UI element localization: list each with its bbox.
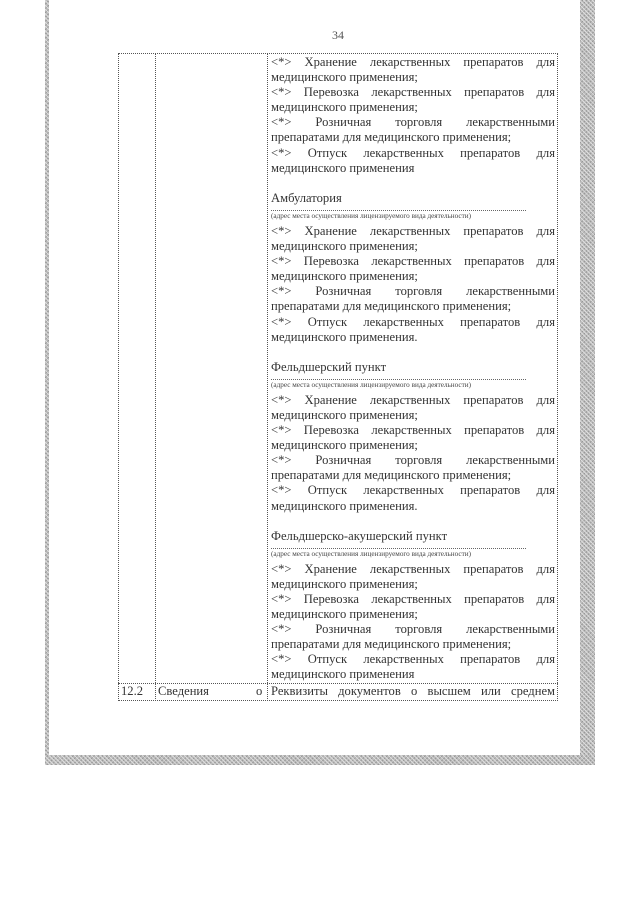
facility-heading: Амбулатория <box>271 190 342 205</box>
row-number: 12.2 <box>121 684 144 698</box>
activity-line-1: <*> Хранение лекарственных препаратов для <box>271 561 555 576</box>
row-label: Сведения <box>158 684 209 698</box>
activity-item <box>271 423 555 453</box>
activity-item <box>271 55 555 85</box>
activity-line-2: медицинского применения. <box>271 329 418 344</box>
activity-item <box>271 284 555 314</box>
activity-line-1: <*> Отпуск лекарственных препаратов для <box>271 314 555 329</box>
address-caption: (адрес места осуществления лицензируемого вида деятельности) <box>271 210 526 224</box>
table-col-divider <box>267 53 268 701</box>
activity-line-1: <*> Хранение лекарственных препаратов для <box>271 55 555 69</box>
activity-item <box>271 652 555 682</box>
activity-line-2: медицинского применения; <box>271 70 418 85</box>
activity-line-1: <*> Отпуск лекарственных препаратов для <box>271 483 555 498</box>
activity-line-2: медицинского применения; <box>271 576 418 591</box>
scan-border-bottom <box>45 755 595 765</box>
facility-heading: Фельдшерско-акушерский пункт <box>271 528 448 543</box>
activity-line-1: <*> Розничная торговля лекарственными <box>271 284 555 299</box>
activity-line-1: <*> Перевозка лекарственных препаратов для <box>271 254 555 269</box>
activity-item <box>271 115 555 145</box>
facility-block <box>271 345 555 514</box>
blank-line <box>271 345 555 360</box>
blank-line <box>271 176 555 191</box>
activity-item <box>271 254 555 284</box>
activity-line-2: медицинского применения; <box>271 100 418 115</box>
table-bottom-border <box>118 700 558 701</box>
licensed-activities-cell <box>271 55 555 683</box>
activity-item <box>271 315 555 345</box>
activity-line-1: <*> Розничная торговля лекарственными <box>271 453 555 468</box>
activity-line-2: препаратами для медицинского применения; <box>271 468 512 483</box>
activity-line-1: <*> Отпуск лекарственных препаратов для <box>271 652 555 667</box>
table-top-border <box>118 53 558 54</box>
table-left-border <box>118 53 119 701</box>
activity-line-1: <*> Розничная торговля лекарственными <box>271 115 555 130</box>
table-right-border <box>557 53 558 701</box>
activity-item <box>271 453 555 483</box>
activity-line-2: медицинского применения; <box>271 269 418 284</box>
blank-line <box>271 514 555 529</box>
activity-item <box>271 562 555 592</box>
activity-line-2: медицинского применения <box>271 160 415 175</box>
activity-item <box>271 85 555 115</box>
activity-line-1: <*> Розничная торговля лекарственными <box>271 622 555 637</box>
activity-line-1: <*> Перевозка лекарственных препаратов для <box>271 592 555 606</box>
activity-line-1: <*> Перевозка лекарственных препаратов для <box>271 85 555 100</box>
activity-item <box>271 483 555 513</box>
address-caption: (адрес места осуществления лицензируемого вида деятельности) <box>271 548 526 562</box>
activity-item <box>271 622 555 652</box>
scan-border-left <box>45 0 49 765</box>
activity-item <box>271 592 555 622</box>
scan-border-right <box>580 0 595 765</box>
table-col-divider <box>155 53 156 701</box>
facility-block <box>271 55 555 176</box>
facility-block <box>271 514 555 683</box>
activity-line-2: медицинского применения; <box>271 407 418 422</box>
activity-line-2: препаратами для медицинского применения; <box>271 637 512 652</box>
row-value: Реквизиты документов о высшем или среднем <box>271 684 555 698</box>
activity-line-2: медицинского применения; <box>271 239 418 254</box>
activity-line-2: препаратами для медицинского применения; <box>271 130 512 145</box>
activity-item <box>271 224 555 254</box>
row-label-tail: о <box>256 684 263 698</box>
activity-line-2: медицинского применения; <box>271 607 418 622</box>
address-caption: (адрес места осуществления лицензируемого вида деятельности) <box>271 379 526 393</box>
activity-line-1: <*> Хранение лекарственных препаратов для <box>271 223 555 238</box>
facility-block <box>271 176 555 345</box>
page-number: 34 <box>332 28 344 42</box>
activity-item <box>271 393 555 423</box>
activity-line-1: <*> Перевозка лекарственных препаратов для <box>271 423 555 438</box>
activity-line-1: <*> Отпуск лекарственных препаратов для <box>271 145 555 160</box>
activity-line-1: <*> Хранение лекарственных препаратов для <box>271 392 555 407</box>
activity-item <box>271 146 555 176</box>
activity-line-2: медицинского применения. <box>271 498 418 513</box>
activity-line-2: медицинского применения; <box>271 438 418 453</box>
activity-line-2: медицинского применения <box>271 667 415 682</box>
facility-heading: Фельдшерский пункт <box>271 359 387 374</box>
activity-line-2: препаратами для медицинского применения; <box>271 299 512 314</box>
